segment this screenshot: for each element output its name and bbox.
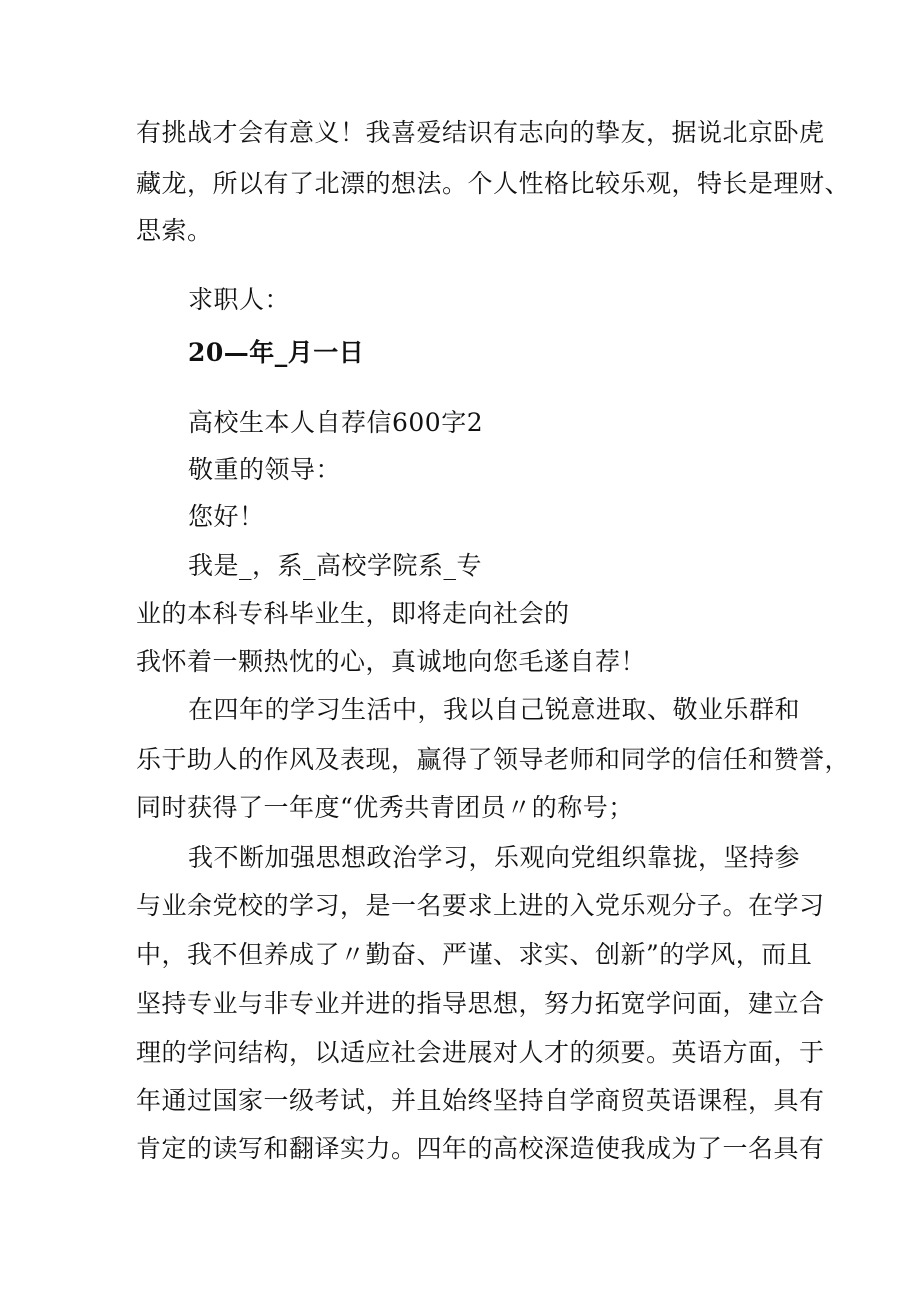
text-line: 肯定的读写和翻译实力。四年的高校深造使我成为了一名具有	[136, 1134, 825, 1163]
text-line: 思索。	[136, 216, 213, 245]
text-line: 理的学问结构，以适应社会进展对人才的须要。英语方面，于	[136, 1038, 825, 1067]
text-line: 在四年的学习生活中，我以自己锐意进取、敬业乐群和	[188, 695, 801, 724]
applicant-label: 求职人：	[188, 285, 291, 314]
text-line: 我怀着一颗热忱的心，真诚地向您毛遂自荐！	[136, 647, 647, 676]
text-line: 有挑战才会有意义！我喜爱结识有志向的挚友，据说北京卧虎	[136, 118, 825, 147]
text-line: 乐于助人的作风及表现，赢得了领导老师和同学的信任和赞誉，	[136, 745, 851, 774]
letter-title: 高校生本人自荐信600字2	[188, 408, 484, 437]
date-line: 20—年_月一日	[188, 338, 365, 367]
text-line: 藏龙，所以有了北漂的想法。个人性格比较乐观，特长是理财、	[136, 169, 851, 198]
text-line: 同时获得了一年度“优秀共青团员〃的称号；	[136, 793, 634, 822]
text-line: 坚持专业与非专业并进的指导思想，努力拓宽学问面，建立合	[136, 989, 825, 1018]
text-line: 我是_，系_高校学院系_专	[188, 551, 483, 580]
salutation: 敬重的领导：	[188, 455, 342, 484]
greeting: 您好！	[188, 502, 265, 531]
text-line: 我不断加强思想政治学习，乐观向党组织靠拢，坚持参	[188, 843, 801, 872]
text-line: 中，我不但养成了〃勤奋、严谨、求实、创新”的学风，而且	[136, 940, 813, 969]
text-line: 与业余党校的学习，是一名要求上进的入党乐观分子。在学习	[136, 891, 825, 920]
text-line: 年通过国家一级考试，并且始终坚持自学商贸英语课程，具有	[136, 1086, 825, 1115]
text-line: 业的本科专科毕业生，即将走向社会的	[136, 599, 570, 628]
